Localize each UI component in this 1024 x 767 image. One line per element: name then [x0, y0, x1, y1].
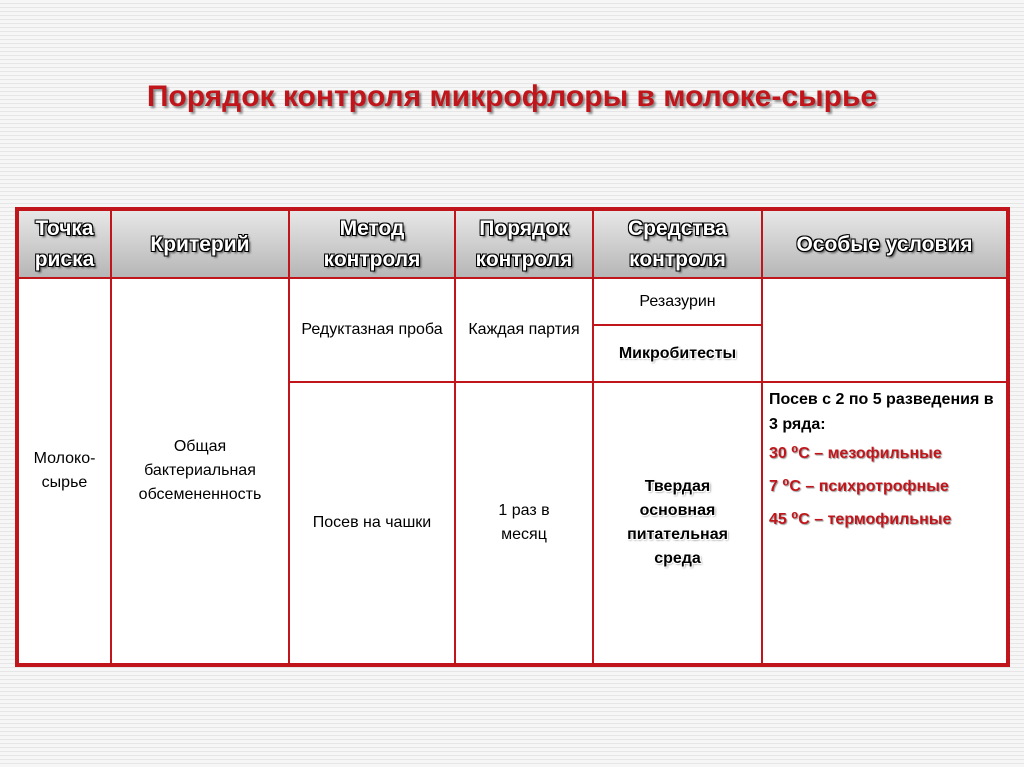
cell-risk-point: Молоко-сырье	[18, 278, 111, 664]
cell-method-plating: Посев на чашки	[289, 382, 455, 664]
microflora-control-table	[17, 209, 1008, 665]
cell-criterion: Общая бактериальная обсемененность	[111, 278, 289, 664]
slide-title: Порядок контроля микрофлоры в молоке-сырье	[146, 80, 878, 113]
cell-conditions-reductase	[762, 278, 1007, 382]
temperature-thermophilic: 45 ⁰С – термофильные	[769, 511, 952, 528]
header-conditions: Особые условия	[762, 210, 1007, 278]
table-row	[18, 278, 1007, 325]
cell-conditions-plating	[762, 382, 1007, 664]
cell-method-reductase: Редуктазная проба	[289, 278, 455, 382]
header-criterion: Критерий	[111, 210, 289, 278]
header-means: Средства контроля	[593, 210, 762, 278]
cell-order-plating: 1 раз в месяц	[455, 382, 593, 664]
temperature-mesophilic: 30 ⁰С – мезофильные	[769, 445, 942, 462]
plating-conditions-intro: Посев с 2 по 5 разведения в 3 ряда:	[769, 391, 994, 433]
cell-means-plating: Твердая основная питательная среда	[593, 382, 762, 664]
cell-means-resazurin: Резазурин	[593, 278, 762, 325]
table-header-row	[18, 210, 1007, 278]
cell-means-microtests: Микробитесты	[593, 325, 762, 382]
header-order: Порядок контроля	[455, 210, 593, 278]
cell-order-reductase: Каждая партия	[455, 278, 593, 382]
temperature-psychrotrophic: 7 ⁰С – психротрофные	[769, 478, 949, 495]
header-method: Метод контроля	[289, 210, 455, 278]
header-risk-point: Точка риска	[18, 210, 111, 278]
